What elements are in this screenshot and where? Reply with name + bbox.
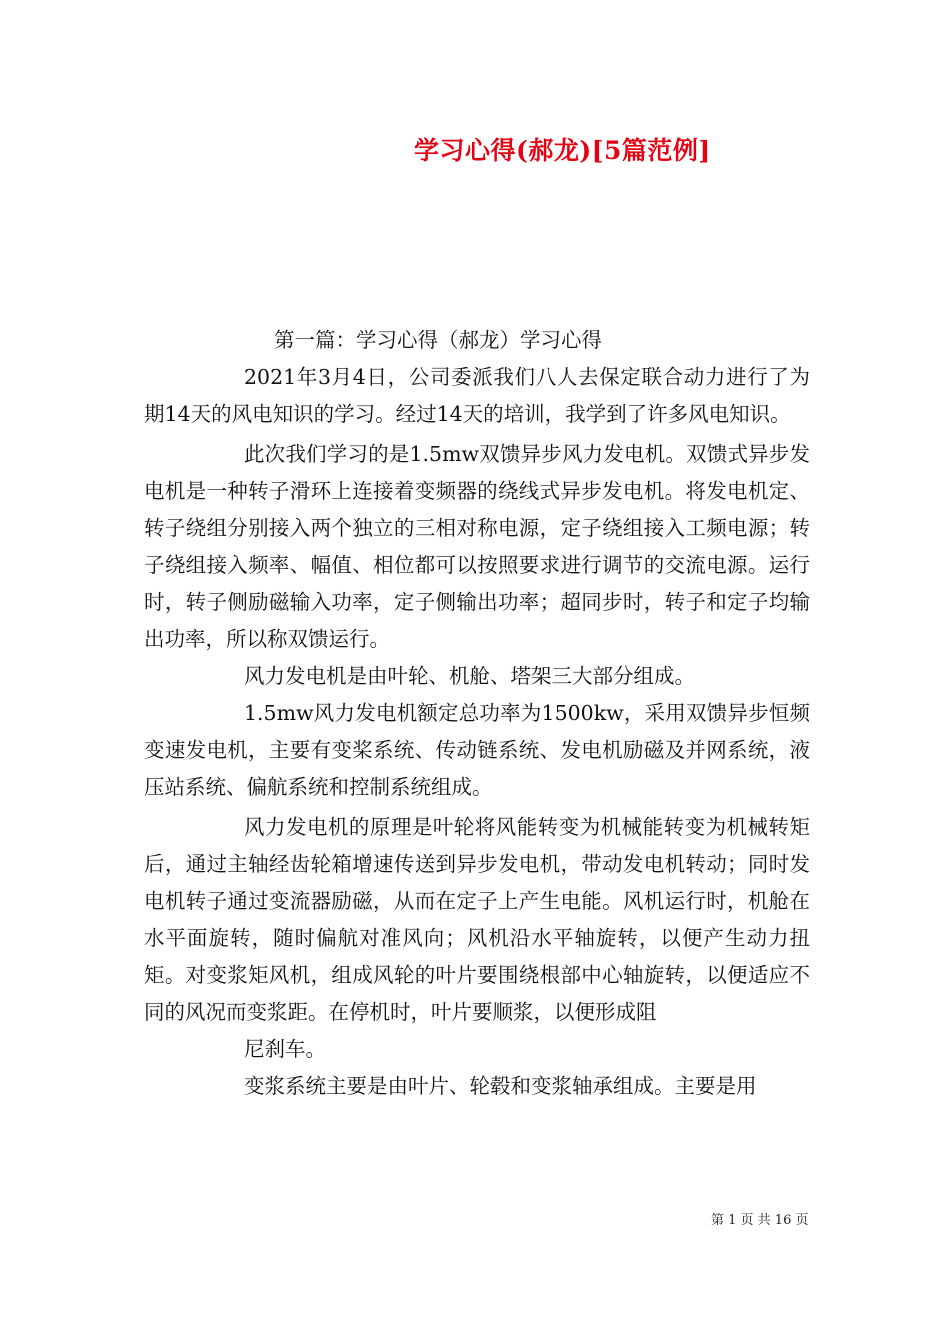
paragraph-brake: 尼刹车。 [244,1037,326,1061]
section-heading: 第一篇：学习心得（郝龙）学习心得 [274,328,602,352]
page-number-footer: 第 1 页 共 16 页 [711,1213,809,1228]
paragraph-intro: 2021年3月4日，公司委派我们八人去保定联合动力进行了为期14天的风电知识的学习。经过14天的培训，我学到了许多风电知识。 [144,365,810,426]
paragraph-doubly-fed-generator: 此次我们学习的是1.5mw双馈异步风力发电机。双馈式异步发电机是一种转子滑环上连接着变频器的绕线式异步发电机。将发电机定、转子绕组分别接入两个独立的三相对称电源，定子绕组接入工频电源；转子绕组接入频率、幅值、相位都可以按照要求进行调节的交流电源。运行时，转子侧励磁输入功率，定子侧输出功率；超同步时，转子和定子均输出功率，所以称双馈运行。 [144,442,810,651]
paragraph-turbine-components: 风力发电机是由叶轮、机舱、塔架三大部分组成。 [244,664,695,688]
paragraph-pitch-system: 变浆系统主要是由叶片、轮毂和变浆轴承组成。主要是用 [244,1074,757,1098]
document-body [144,322,810,1105]
document-title: 学习心得(郝龙)[5篇范例] [414,136,711,165]
paragraph-working-principle: 风力发电机的原理是叶轮将风能转变为机械能转变为机械转矩后，通过主轴经齿轮箱增速传送到异步发电机，带动发电机转动；同时发电机转子通过变流器励磁，从而在定子上产生电能。风机运行时，机舱在水平面旋转，随时偏航对准风向；风机沿水平轴旋转，以便产生动力扭矩。对变浆矩风机，组成风轮的叶片要围绕根部中心轴旋转，以便适应不同的风况而变浆距。在停机时，叶片要顺浆，以便形成阻 [144,815,810,1024]
paragraph-rated-power: 1.5mw风力发电机额定总功率为1500kw，采用双馈异步恒频变速发电机，主要有变桨系统、传动链系统、发电机励磁及并网系统，液压站系统、偏航系统和控制系统组成。 [144,701,810,799]
